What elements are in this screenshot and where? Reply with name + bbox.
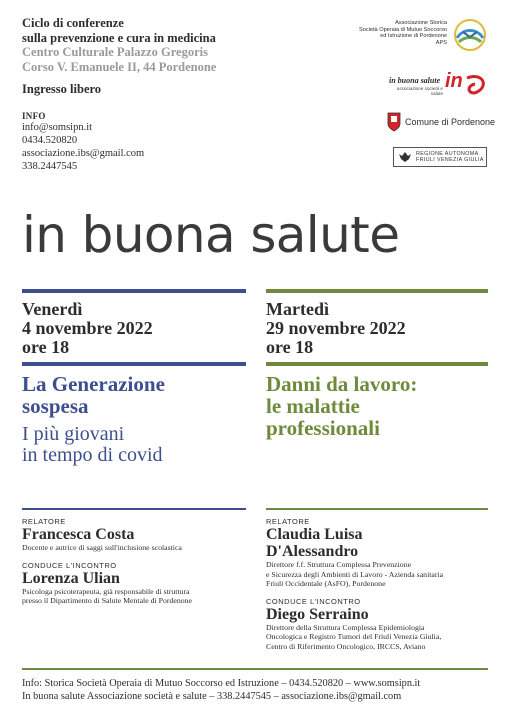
page-title: in buona salute — [22, 206, 400, 264]
aso-line-1: Associazione Storica — [395, 20, 447, 26]
event-2-speaker-name-2: D'Alessandro — [266, 543, 359, 560]
event-1-title-line-2: sospesa — [22, 394, 89, 418]
event-2-speaker-desc-3: Friuli Occidentale (AsFO), Pordenone — [266, 579, 386, 589]
ibs-logo — [389, 70, 489, 102]
event-2-date-block — [266, 300, 488, 357]
event-1-subtitle-line-1: I più giovani — [22, 423, 125, 445]
event-1-day: Venerdì — [22, 299, 83, 319]
aso-line-4: APS — [435, 39, 447, 46]
divider-green-mid — [266, 362, 488, 366]
series-line-2: sulla prevenzione e cura in medicina — [22, 30, 216, 45]
event-1-speaker-name: Francesca Costa — [22, 526, 135, 543]
event-1-speaker-desc: Docente e autrice di saggi sull'inclusione scolastica — [22, 543, 182, 552]
info-heading: INFO — [22, 111, 46, 121]
series-line-1: Ciclo di conferenze — [22, 16, 124, 30]
divider-blue-low — [22, 508, 246, 510]
event-2-moderator-desc-3: Centro di Riferimento Oncologico, IRCCS, Aviano — [266, 641, 426, 651]
comune-logo — [387, 112, 496, 134]
event-1-title-block — [22, 373, 252, 466]
footer — [22, 678, 492, 703]
comune-name: Comune di Pordenone — [405, 117, 496, 127]
event-2-people — [266, 517, 498, 652]
ibs-mark: in — [445, 70, 463, 92]
event-2-title-line-2: le malattie — [266, 394, 360, 418]
event-1-people — [22, 517, 252, 606]
divider-green-top — [266, 289, 488, 293]
event-2-time: ore 18 — [266, 337, 314, 357]
aso-logo — [321, 16, 491, 54]
event-2-speaker-name-1: Claudia Luisa — [266, 526, 363, 543]
header-block — [22, 16, 322, 173]
info-email-1[interactable]: info@somsipn.it — [22, 122, 93, 133]
ibs-name: in buona salute — [389, 76, 441, 85]
event-2-title-line-1: Danni da lavoro: — [266, 372, 418, 396]
event-2-day: Martedì — [266, 299, 329, 319]
info-email-2[interactable]: associazione.ibs@gmail.com — [22, 148, 145, 159]
eagle-icon — [398, 150, 412, 164]
event-2-speaker-label: RELATORE — [266, 517, 310, 526]
event-1-date: 4 novembre 2022 — [22, 318, 153, 338]
event-1-date-block — [22, 300, 246, 357]
fvg-line-1: REGIONE AUTONOMA — [416, 151, 479, 157]
admission-text: Ingresso libero — [22, 82, 102, 96]
event-2-moderator-desc-1: Direttore della Struttura Complessa Epidemiologia — [266, 622, 425, 632]
event-2-speaker-desc-2: e Sicurezza degli Ambienti di Lavoro - Azienda sanitaria — [266, 569, 444, 579]
event-2-moderator-desc-2: Oncologica e Registro Tumori del Friuli Venezia Giulia, — [266, 632, 442, 642]
swirl-icon — [463, 72, 489, 98]
event-2-title-block — [266, 373, 491, 439]
venue-line-2: Corso V. Emanuele II, 44 Pordenone — [22, 59, 217, 74]
footer-line-2: In buona salute Associazione società e salute – 338.2447545 – associazione.ibs@gmail.com — [22, 690, 402, 702]
event-2-moderator-name: Diego Serraino — [266, 605, 369, 623]
divider-blue-top — [22, 289, 246, 293]
event-1-subtitle-line-2: in tempo di covid — [22, 444, 163, 466]
divider-green-low — [266, 508, 488, 510]
event-1-moderator-name: Lorenza Ulian — [22, 569, 120, 587]
footer-divider — [22, 668, 488, 670]
shield-icon — [387, 112, 401, 132]
ibs-subtitle: associazione società e salute — [396, 86, 443, 96]
event-2-speaker-desc-1: Direttore f.f. Struttura Complessa Prevenzione — [266, 560, 412, 569]
footer-line-1: Info: Storica Società Operaia di Mutuo Soccorso ed Istruzione – 0434.520820 – www.somsipn.it — [22, 678, 421, 689]
divider-blue-mid — [22, 362, 246, 366]
venue-line-1: Centro Culturale Palazzo Gregoris — [22, 45, 208, 59]
fvg-line-2: FRIULI VENEZIA GIULIA — [416, 157, 484, 164]
info-phone-1: 0434.520820 — [22, 135, 78, 146]
event-1-moderator-desc-2: presso il Dipartimento di Salute Mentale di Pordenone — [22, 596, 192, 606]
event-1-moderator-desc-1: Psicologa psicoterapeuta, già responsabile di struttura — [22, 586, 190, 596]
event-1-speaker-label: RELATORE — [22, 517, 66, 526]
aso-line-3: ed Istruzione di Pordenone — [380, 33, 447, 40]
event-1-moderator-label: CONDUCE L'INCONTRO — [22, 560, 117, 570]
event-2-moderator-label: CONDUCE L'INCONTRO — [266, 596, 361, 606]
fvg-logo — [393, 147, 487, 167]
info-phone-2: 338.2447545 — [22, 161, 78, 172]
aso-line-2: Società Operaia di Mutuo Soccorso — [359, 26, 447, 33]
event-1-time: ore 18 — [22, 337, 70, 357]
event-1-title-line-1: La Generazione — [22, 372, 165, 396]
handshake-emblem-icon — [451, 18, 489, 52]
event-2-date: 29 novembre 2022 — [266, 318, 406, 338]
event-2-title-line-3: professionali — [266, 416, 380, 440]
